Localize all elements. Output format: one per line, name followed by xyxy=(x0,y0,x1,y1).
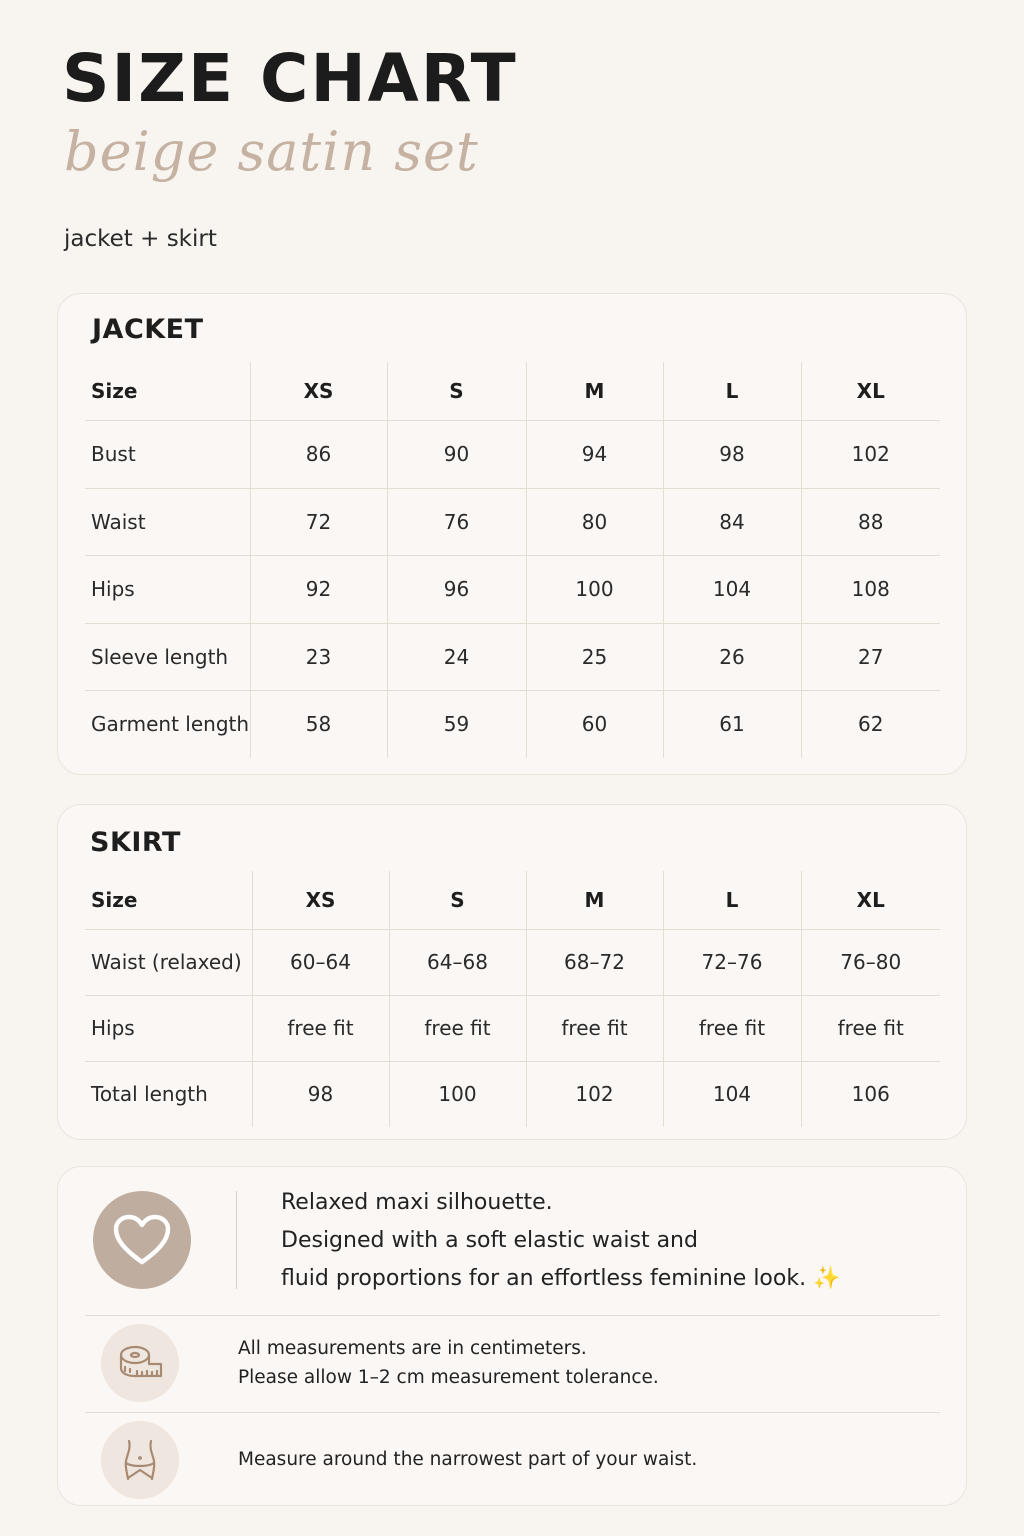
table-cell: 90 xyxy=(387,420,526,488)
table-cell: 102 xyxy=(801,420,940,488)
table-cell: 60–64 xyxy=(252,929,389,995)
table-row xyxy=(85,929,940,995)
table-cell: 96 xyxy=(387,555,526,623)
page-subtitle: beige satin set xyxy=(64,120,479,183)
feature-line: Designed with a soft elastic waist and xyxy=(281,1228,698,1253)
table-cell: 25 xyxy=(526,623,663,690)
page-title: SIZE CHART xyxy=(62,40,518,117)
table-cell: 27 xyxy=(801,623,940,690)
table-cell: free fit xyxy=(526,995,663,1061)
column-header: L xyxy=(663,362,801,420)
heart-icon-badge xyxy=(93,1191,191,1289)
table-row xyxy=(85,995,940,1061)
skirt-title: SKIRT xyxy=(90,827,181,858)
column-header: XS xyxy=(252,871,389,929)
feature-line: fluid proportions for an effortless feminine look. ✨ xyxy=(281,1266,841,1291)
column-header: Size xyxy=(85,871,252,929)
column-header: L xyxy=(663,871,801,929)
row-label: Hips xyxy=(85,995,252,1061)
table-cell: free fit xyxy=(252,995,389,1061)
column-header: S xyxy=(387,362,526,420)
jacket-title: JACKET xyxy=(92,314,204,345)
table-cell: 62 xyxy=(801,690,940,758)
table-cell: free fit xyxy=(389,995,526,1061)
jacket-card xyxy=(57,293,967,775)
table-header-row xyxy=(85,871,940,929)
table-cell: 94 xyxy=(526,420,663,488)
column-header: S xyxy=(389,871,526,929)
notes-divider xyxy=(85,1315,940,1316)
waist-icon-badge xyxy=(101,1421,179,1499)
table-cell: 64–68 xyxy=(389,929,526,995)
notes-card xyxy=(57,1166,967,1506)
measurement-note xyxy=(238,1334,659,1392)
column-header: XS xyxy=(250,362,387,420)
waist-tip-line: Measure around the narrowest part of your waist. xyxy=(238,1449,698,1470)
table-cell: 106 xyxy=(801,1061,940,1127)
skirt-table xyxy=(85,871,940,1127)
column-header: M xyxy=(526,871,663,929)
waist-tip-note xyxy=(238,1445,697,1474)
measuring-tape-icon xyxy=(115,1341,165,1385)
table-cell: 76 xyxy=(387,488,526,555)
table-cell: 60 xyxy=(526,690,663,758)
page-tagline: jacket + skirt xyxy=(64,226,217,252)
row-label: Bust xyxy=(85,420,250,488)
table-cell: 108 xyxy=(801,555,940,623)
row-label: Garment length xyxy=(91,712,250,737)
table-cell: 76–80 xyxy=(801,929,940,995)
table-row xyxy=(85,488,940,555)
column-header: XL xyxy=(801,871,940,929)
row-label: Total length xyxy=(91,1082,208,1107)
measurement-line: Please allow 1–2 cm measurement tolerance. xyxy=(238,1367,659,1388)
table-cell: 92 xyxy=(250,555,387,623)
table-cell: 104 xyxy=(663,1061,801,1127)
row-label: Waist (relaxed) xyxy=(85,929,252,995)
measurement-line: All measurements are in centimeters. xyxy=(238,1338,587,1359)
table-row xyxy=(85,420,940,488)
table-cell: 86 xyxy=(250,420,387,488)
table-row xyxy=(85,555,940,623)
column-header: M xyxy=(526,362,663,420)
row-label: Hips xyxy=(85,555,250,623)
table-row xyxy=(85,690,940,758)
table-cell: 98 xyxy=(663,420,801,488)
notes-divider xyxy=(85,1412,940,1413)
table-cell: 100 xyxy=(389,1061,526,1127)
table-row xyxy=(85,623,940,690)
table-cell: 58 xyxy=(250,690,387,758)
table-row xyxy=(85,1061,940,1127)
table-cell: 61 xyxy=(663,690,801,758)
measuring-tape-badge xyxy=(101,1324,179,1402)
skirt-card xyxy=(57,804,967,1140)
feature-line: Relaxed maxi silhouette. xyxy=(281,1190,553,1215)
jacket-table xyxy=(85,362,940,758)
table-cell: 59 xyxy=(387,690,526,758)
table-cell: 84 xyxy=(663,488,801,555)
table-cell: 88 xyxy=(801,488,940,555)
table-cell: 102 xyxy=(526,1061,663,1127)
row-label: Waist xyxy=(85,488,250,555)
table-cell: 23 xyxy=(250,623,387,690)
table-cell: 68–72 xyxy=(526,929,663,995)
table-cell: free fit xyxy=(663,995,801,1061)
table-cell: free fit xyxy=(801,995,940,1061)
heart-icon xyxy=(113,1214,171,1266)
vertical-divider xyxy=(236,1191,237,1289)
table-header-row xyxy=(85,362,940,420)
table-cell: 24 xyxy=(387,623,526,690)
table-cell: 98 xyxy=(252,1061,389,1127)
table-cell: 72 xyxy=(250,488,387,555)
table-cell: 80 xyxy=(526,488,663,555)
table-cell: 26 xyxy=(663,623,801,690)
table-cell: 72–76 xyxy=(663,929,801,995)
table-cell: 104 xyxy=(663,555,801,623)
waist-icon xyxy=(117,1437,163,1483)
feature-note xyxy=(281,1184,840,1298)
column-header: Size xyxy=(85,362,250,420)
column-header: XL xyxy=(801,362,940,420)
table-cell: 100 xyxy=(526,555,663,623)
row-label: Sleeve length xyxy=(85,623,250,690)
